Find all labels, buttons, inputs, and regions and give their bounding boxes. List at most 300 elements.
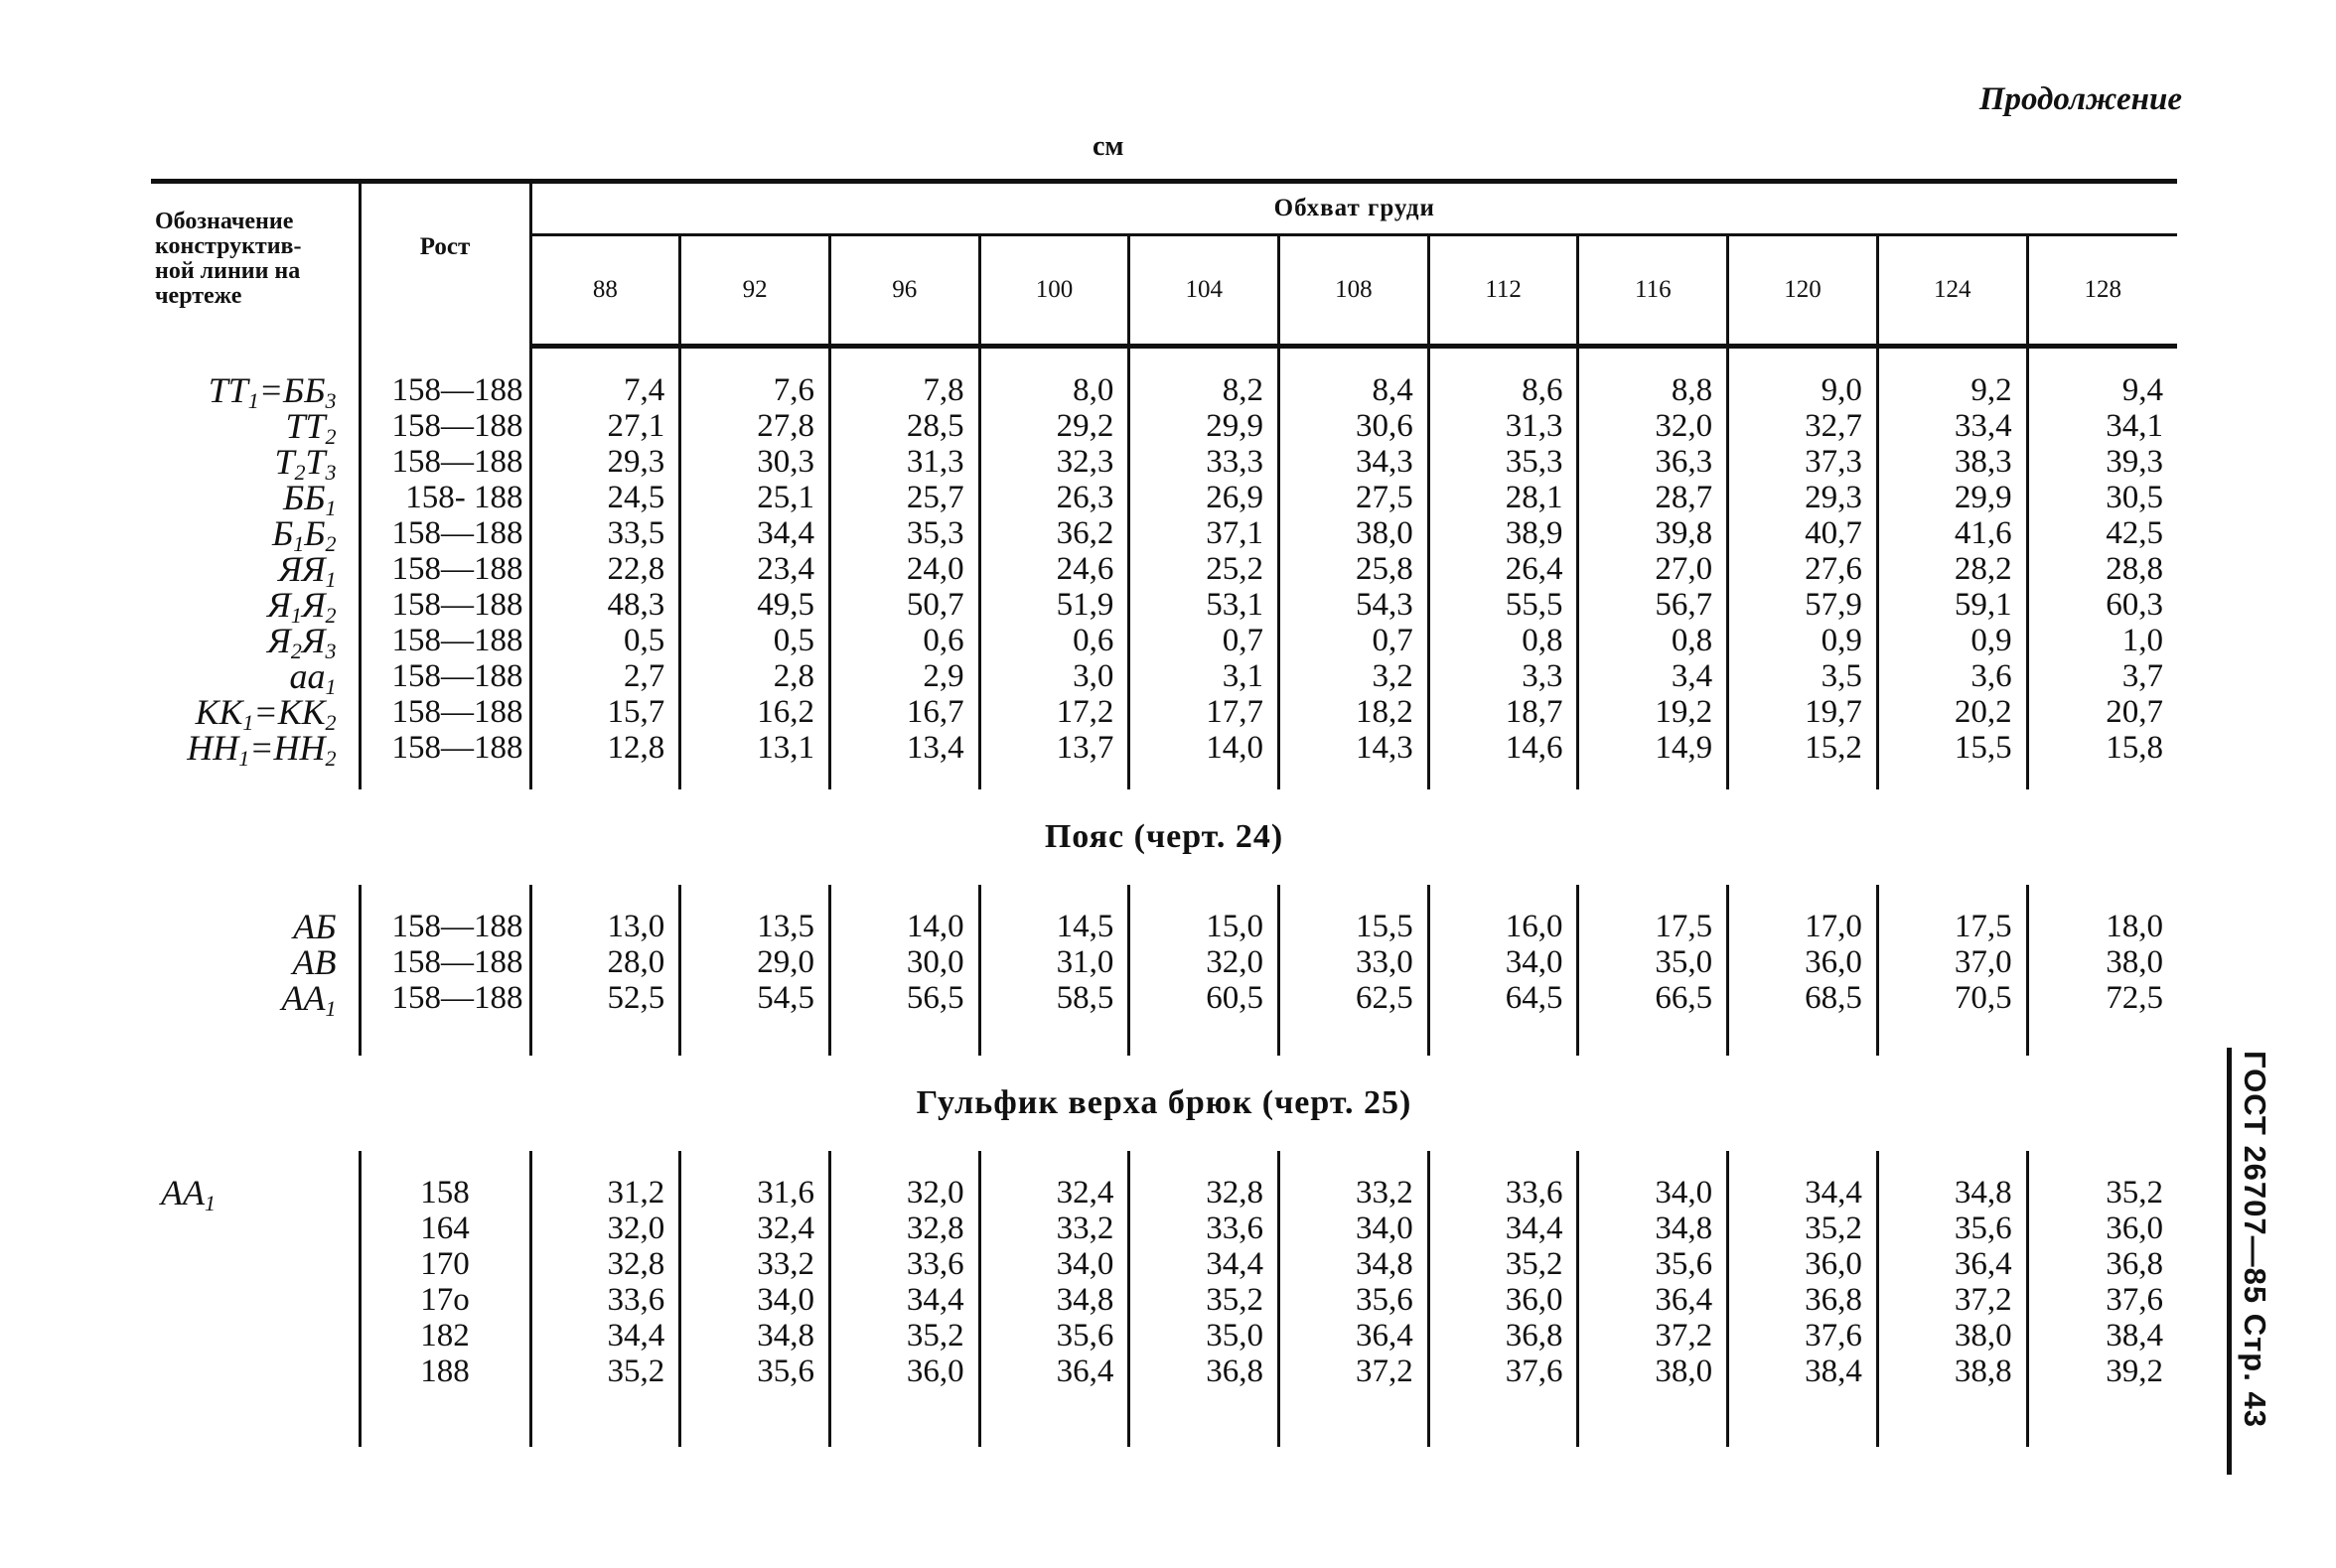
spacer-cell	[151, 1389, 360, 1447]
height-cell: 188	[360, 1354, 530, 1389]
value-cell: 3,7	[2027, 658, 2177, 694]
spacer-cell	[530, 347, 680, 373]
value-cell: 26,4	[1428, 551, 1578, 587]
value-cell: 27,1	[530, 408, 680, 444]
height-cell: 164	[360, 1211, 530, 1246]
value-cell: 48,3	[530, 587, 680, 623]
value-cell: 54,3	[1279, 587, 1429, 623]
value-cell: 29,3	[1728, 480, 1878, 515]
spacer-cell	[1428, 1151, 1578, 1175]
value-cell: 33,2	[1279, 1175, 1429, 1211]
value-cell: 1,0	[2027, 623, 2177, 658]
value-cell: 33,2	[979, 1211, 1129, 1246]
value-cell: 30,3	[680, 444, 830, 480]
header-construction-line	[151, 184, 360, 347]
value-cell: 30,0	[829, 944, 979, 980]
spacer-cell	[360, 347, 530, 373]
value-cell: 33,0	[1279, 944, 1429, 980]
spacer-cell	[1279, 1151, 1429, 1175]
designation-subscript: 2	[325, 746, 337, 771]
line-designation	[151, 513, 360, 556]
header-chest-size: 88	[530, 235, 680, 347]
line-designation	[151, 944, 360, 980]
value-cell: 33,6	[1129, 1211, 1279, 1246]
value-cell: 38,0	[1578, 1354, 1728, 1389]
value-cell: 36,0	[829, 1354, 979, 1389]
spacer-cell	[829, 347, 979, 373]
value-cell: 9,4	[2027, 372, 2177, 408]
value-cell: 58,5	[979, 980, 1129, 1016]
value-cell: 34,0	[1428, 944, 1578, 980]
value-cell: 27,8	[680, 408, 830, 444]
value-cell: 0,6	[979, 623, 1129, 658]
value-cell: 34,4	[829, 1282, 979, 1318]
spacer-cell	[680, 1016, 830, 1056]
value-cell: 38,4	[1728, 1354, 1878, 1389]
value-cell: 55,5	[1428, 587, 1578, 623]
spacer-cell	[1728, 1016, 1878, 1056]
spacer-row	[151, 1016, 2177, 1056]
value-cell: 35,2	[2027, 1175, 2177, 1211]
value-cell: 25,7	[829, 480, 979, 515]
value-cell: 7,8	[829, 372, 979, 408]
spacer-row	[151, 766, 2177, 789]
value-cell: 29,3	[530, 444, 680, 480]
value-cell: 2,9	[829, 658, 979, 694]
line-designation	[151, 978, 360, 1021]
value-cell: 36,0	[1728, 1246, 1878, 1282]
value-cell: 39,3	[2027, 444, 2177, 480]
value-cell: 56,7	[1578, 587, 1728, 623]
header-chest-size: 92	[680, 235, 830, 347]
value-cell: 35,3	[1428, 444, 1578, 480]
line-designation-empty	[151, 1246, 360, 1282]
value-cell: 17,0	[1728, 909, 1878, 944]
height-cell: 158—188	[360, 980, 530, 1016]
height-cell: 158—188	[360, 694, 530, 730]
spacer-cell	[530, 766, 680, 789]
value-cell: 0,8	[1578, 623, 1728, 658]
value-cell: 18,7	[1428, 694, 1578, 730]
designation-text: Т	[274, 442, 295, 482]
designation-text: КК	[195, 692, 243, 732]
table-row	[151, 730, 2177, 766]
value-cell: 37,2	[1279, 1354, 1429, 1389]
spacer-cell	[829, 1016, 979, 1056]
value-cell: 33,6	[829, 1246, 979, 1282]
value-cell: 37,0	[1877, 944, 2027, 980]
value-cell: 35,3	[829, 515, 979, 551]
spacer-cell	[1129, 1151, 1279, 1175]
value-cell: 8,4	[1279, 372, 1429, 408]
height-cell: 158—188	[360, 909, 530, 944]
value-cell: 15,5	[1279, 909, 1429, 944]
value-cell: 36,3	[1578, 444, 1728, 480]
height-cell: 182	[360, 1318, 530, 1354]
spacer-cell	[1728, 1389, 1878, 1447]
value-cell: 34,4	[1129, 1246, 1279, 1282]
value-cell: 12,8	[530, 730, 680, 766]
value-cell: 35,6	[1279, 1282, 1429, 1318]
designation-text: аа	[289, 656, 326, 696]
value-cell: 38,0	[1279, 515, 1429, 551]
value-cell: 56,5	[829, 980, 979, 1016]
height-cell: 158—188	[360, 551, 530, 587]
designation-text: Б	[272, 513, 294, 553]
value-cell: 33,6	[1428, 1175, 1578, 1211]
height-cell: 158—188	[360, 944, 530, 980]
value-cell: 0,8	[1428, 623, 1578, 658]
value-cell: 0,7	[1279, 623, 1429, 658]
value-cell: 3,3	[1428, 658, 1578, 694]
section-fly-rows	[151, 1151, 2177, 1447]
header-height: Рост	[360, 184, 530, 347]
value-cell: 25,2	[1129, 551, 1279, 587]
designation-subscript: 1	[293, 531, 305, 556]
spacer-cell	[1279, 347, 1429, 373]
value-cell: 15,2	[1728, 730, 1878, 766]
spacer-cell	[151, 1151, 360, 1175]
value-cell: 66,5	[1578, 980, 1728, 1016]
table-row	[151, 515, 2177, 551]
value-cell: 32,0	[530, 1211, 680, 1246]
value-cell: 3,5	[1728, 658, 1878, 694]
spacer-cell	[680, 766, 830, 789]
standard-reference: ГОСТ 26707—85 Стр. 43	[2238, 1051, 2272, 1428]
table-row	[151, 444, 2177, 480]
value-cell: 0,6	[829, 623, 979, 658]
height-cell: 158	[360, 1175, 530, 1211]
value-cell: 50,7	[829, 587, 979, 623]
spacer-cell	[829, 1151, 979, 1175]
spacer-cell	[829, 885, 979, 909]
value-cell: 16,7	[829, 694, 979, 730]
value-cell: 36,2	[979, 515, 1129, 551]
value-cell: 36,0	[1428, 1282, 1578, 1318]
table-row	[151, 551, 2177, 587]
value-cell: 15,5	[1877, 730, 2027, 766]
value-cell: 26,3	[979, 480, 1129, 515]
value-cell: 33,4	[1877, 408, 2027, 444]
line-designation	[151, 656, 360, 699]
continuation-label: Продолжение	[1978, 81, 2182, 117]
spacer-cell	[979, 1389, 1129, 1447]
value-cell: 37,2	[1578, 1318, 1728, 1354]
value-cell: 7,6	[680, 372, 830, 408]
spacer-cell	[1129, 347, 1279, 373]
value-cell: 37,2	[1877, 1282, 2027, 1318]
designation-subscript: 1	[242, 710, 254, 735]
value-cell: 42,5	[2027, 515, 2177, 551]
value-cell: 29,9	[1129, 408, 1279, 444]
designation-subscript: 1	[204, 1191, 216, 1215]
value-cell: 37,3	[1728, 444, 1878, 480]
value-cell: 8,6	[1428, 372, 1578, 408]
value-cell: 20,7	[2027, 694, 2177, 730]
value-cell: 28,1	[1428, 480, 1578, 515]
height-cell: 158—188	[360, 408, 530, 444]
value-cell: 38,3	[1877, 444, 2027, 480]
line-designation	[151, 549, 360, 592]
value-cell: 24,5	[530, 480, 680, 515]
value-cell: 19,2	[1578, 694, 1728, 730]
value-cell: 0,7	[1129, 623, 1279, 658]
spacer-cell	[151, 885, 360, 909]
value-cell: 28,2	[1877, 551, 2027, 587]
spacer-cell	[2027, 766, 2177, 789]
spacer-cell	[360, 1389, 530, 1447]
section-fly	[151, 1056, 2177, 1151]
header-line-2: конструктив-	[155, 233, 302, 259]
value-cell: 7,4	[530, 372, 680, 408]
spacer-cell	[1578, 1151, 1728, 1175]
value-cell: 36,8	[1129, 1354, 1279, 1389]
value-cell: 32,4	[979, 1175, 1129, 1211]
value-cell: 32,4	[680, 1211, 830, 1246]
value-cell: 34,0	[1578, 1175, 1728, 1211]
spacer-cell	[979, 1016, 1129, 1056]
value-cell: 37,6	[1728, 1318, 1878, 1354]
designation-text: =КК	[253, 692, 326, 732]
table-row	[151, 1211, 2177, 1246]
designation-text: НН	[187, 728, 239, 768]
spacer-cell	[1428, 885, 1578, 909]
spacer-cell	[979, 885, 1129, 909]
value-cell: 18,2	[1279, 694, 1429, 730]
value-cell: 29,9	[1877, 480, 2027, 515]
value-cell: 64,5	[1428, 980, 1578, 1016]
spacer-cell	[2027, 1389, 2177, 1447]
value-cell: 19,7	[1728, 694, 1878, 730]
designation-subscript: 2	[325, 424, 337, 449]
value-cell: 36,8	[1728, 1282, 1878, 1318]
designation-subscript: 1	[290, 603, 302, 628]
unit-label: см	[1093, 131, 1124, 162]
designation-text: ББ	[283, 478, 326, 517]
designation-text: ТТ	[285, 406, 326, 446]
spacer-cell	[1728, 1151, 1878, 1175]
value-cell: 17,2	[979, 694, 1129, 730]
value-cell: 24,0	[829, 551, 979, 587]
spacer-cell	[1428, 1016, 1578, 1056]
height-cell: 17о	[360, 1282, 530, 1318]
spacer-cell	[1279, 885, 1429, 909]
spacer-cell	[1578, 1016, 1728, 1056]
value-cell: 33,5	[530, 515, 680, 551]
value-cell: 31,3	[1428, 408, 1578, 444]
value-cell: 20,2	[1877, 694, 2027, 730]
spacer-cell	[360, 885, 530, 909]
header-chest-size: 108	[1279, 235, 1429, 347]
spacer-cell	[1578, 766, 1728, 789]
value-cell: 57,9	[1728, 587, 1878, 623]
value-cell: 35,6	[1877, 1211, 2027, 1246]
value-cell: 34,8	[1578, 1211, 1728, 1246]
value-cell: 40,7	[1728, 515, 1878, 551]
spacer-cell	[1129, 1389, 1279, 1447]
value-cell: 32,8	[530, 1246, 680, 1282]
value-cell: 35,6	[979, 1318, 1129, 1354]
value-cell: 17,7	[1129, 694, 1279, 730]
header-chest-size: 104	[1129, 235, 1279, 347]
height-cell: 170	[360, 1246, 530, 1282]
spacer-cell	[1877, 1389, 2027, 1447]
spacer-cell	[2027, 347, 2177, 373]
table-row	[151, 623, 2177, 658]
spacer-row	[151, 347, 2177, 373]
value-cell: 36,4	[979, 1354, 1129, 1389]
spacer-cell	[1877, 347, 2027, 373]
value-cell: 34,0	[680, 1282, 830, 1318]
designation-subscript: 2	[325, 603, 337, 628]
value-cell: 70,5	[1877, 980, 2027, 1016]
value-cell: 3,2	[1279, 658, 1429, 694]
designation-subscript: 3	[325, 460, 337, 485]
table-row	[151, 1282, 2177, 1318]
spacer-cell	[1728, 347, 1878, 373]
spacer-cell	[151, 347, 360, 373]
value-cell: 35,2	[530, 1354, 680, 1389]
table-row	[151, 1246, 2177, 1282]
designation-subscript: 1	[238, 746, 250, 771]
value-cell: 34,1	[2027, 408, 2177, 444]
designation-text: Я	[267, 621, 291, 660]
spacer-cell	[680, 1151, 830, 1175]
spacer-cell	[1428, 1389, 1578, 1447]
height-cell: 158—188	[360, 658, 530, 694]
height-cell: 158—188	[360, 730, 530, 766]
line-designation	[151, 585, 360, 628]
value-cell: 13,4	[829, 730, 979, 766]
designation-subscript: 2	[290, 639, 302, 663]
value-cell: 14,6	[1428, 730, 1578, 766]
spacer-cell	[1877, 1151, 2027, 1175]
spacer-cell	[1877, 766, 2027, 789]
value-cell: 38,4	[2027, 1318, 2177, 1354]
value-cell: 34,4	[680, 515, 830, 551]
line-designation	[151, 442, 360, 485]
value-cell: 32,8	[1129, 1175, 1279, 1211]
value-cell: 14,3	[1279, 730, 1429, 766]
header-chest-girth: Обхват груди	[530, 184, 2177, 235]
value-cell: 34,4	[1428, 1211, 1578, 1246]
section-title-fly: Гульфик верха брюк (черт. 25)	[916, 1084, 1412, 1121]
spacer-cell	[680, 347, 830, 373]
value-cell: 38,8	[1877, 1354, 2027, 1389]
spacer-cell	[1129, 885, 1279, 909]
value-cell: 28,8	[2027, 551, 2177, 587]
value-cell: 34,0	[1279, 1211, 1429, 1246]
line-designation-empty	[151, 1211, 360, 1246]
designation-subscript: 1	[325, 567, 337, 592]
spacer-cell	[1428, 347, 1578, 373]
spacer-cell	[360, 1016, 530, 1056]
value-cell: 17,5	[1578, 909, 1728, 944]
spacer-cell	[979, 1151, 1129, 1175]
spacer-cell	[1578, 885, 1728, 909]
value-cell: 39,8	[1578, 515, 1728, 551]
height-cell: 158- 188	[360, 480, 530, 515]
value-cell: 2,7	[530, 658, 680, 694]
value-cell: 3,6	[1877, 658, 2027, 694]
line-designation	[151, 692, 360, 735]
value-cell: 13,1	[680, 730, 830, 766]
spacer-cell	[530, 1151, 680, 1175]
header-chest-size: 120	[1728, 235, 1878, 347]
section-title-belt: Пояс (черт. 24)	[1044, 818, 1284, 855]
header-line-1: Обозначение	[155, 209, 294, 234]
table-header	[151, 184, 2177, 347]
value-cell: 34,8	[1877, 1175, 2027, 1211]
header-chest-size: 100	[979, 235, 1129, 347]
value-cell: 35,2	[829, 1318, 979, 1354]
value-cell: 32,8	[829, 1211, 979, 1246]
spacer-row	[151, 1151, 2177, 1175]
value-cell: 27,5	[1279, 480, 1429, 515]
value-cell: 30,5	[2027, 480, 2177, 515]
value-cell: 13,7	[979, 730, 1129, 766]
spacer-cell	[1877, 1016, 2027, 1056]
value-cell: 53,1	[1129, 587, 1279, 623]
table-row	[151, 480, 2177, 515]
line-designation	[151, 406, 360, 449]
value-cell: 33,2	[680, 1246, 830, 1282]
height-cell: 158—188	[360, 372, 530, 408]
measurement-table	[151, 184, 2177, 1447]
value-cell: 14,0	[1129, 730, 1279, 766]
designation-text: АА	[161, 1173, 205, 1212]
value-cell: 36,4	[1279, 1318, 1429, 1354]
value-cell: 27,6	[1728, 551, 1878, 587]
height-cell: 158—188	[360, 515, 530, 551]
value-cell: 36,8	[1428, 1318, 1578, 1354]
value-cell: 35,2	[1428, 1246, 1578, 1282]
value-cell: 33,3	[1129, 444, 1279, 480]
value-cell: 29,0	[680, 944, 830, 980]
value-cell: 24,6	[979, 551, 1129, 587]
value-cell: 41,6	[1877, 515, 2027, 551]
designation-text: Я	[267, 585, 291, 625]
line-designation	[151, 478, 360, 520]
header-chest-size: 124	[1877, 235, 2027, 347]
value-cell: 14,5	[979, 909, 1129, 944]
value-cell: 34,8	[680, 1318, 830, 1354]
spacer-cell	[360, 1151, 530, 1175]
line-designation	[151, 370, 360, 413]
value-cell: 35,6	[1578, 1246, 1728, 1282]
value-cell: 68,5	[1728, 980, 1878, 1016]
value-cell: 34,4	[530, 1318, 680, 1354]
spacer-cell	[1728, 766, 1878, 789]
value-cell: 60,3	[2027, 587, 2177, 623]
spacer-cell	[1129, 766, 1279, 789]
header-chest-size: 96	[829, 235, 979, 347]
value-cell: 28,7	[1578, 480, 1728, 515]
spacer-cell	[1578, 1389, 1728, 1447]
value-cell: 35,0	[1578, 944, 1728, 980]
value-cell: 32,3	[979, 444, 1129, 480]
value-cell: 28,5	[829, 408, 979, 444]
value-cell: 59,1	[1877, 587, 2027, 623]
designation-text: Б	[304, 513, 326, 553]
line-designation	[151, 728, 360, 771]
spacer-cell	[1877, 885, 2027, 909]
table-row	[151, 980, 2177, 1016]
value-cell: 38,0	[1877, 1318, 2027, 1354]
value-cell: 35,2	[1129, 1282, 1279, 1318]
value-cell: 8,2	[1129, 372, 1279, 408]
value-cell: 28,0	[530, 944, 680, 980]
